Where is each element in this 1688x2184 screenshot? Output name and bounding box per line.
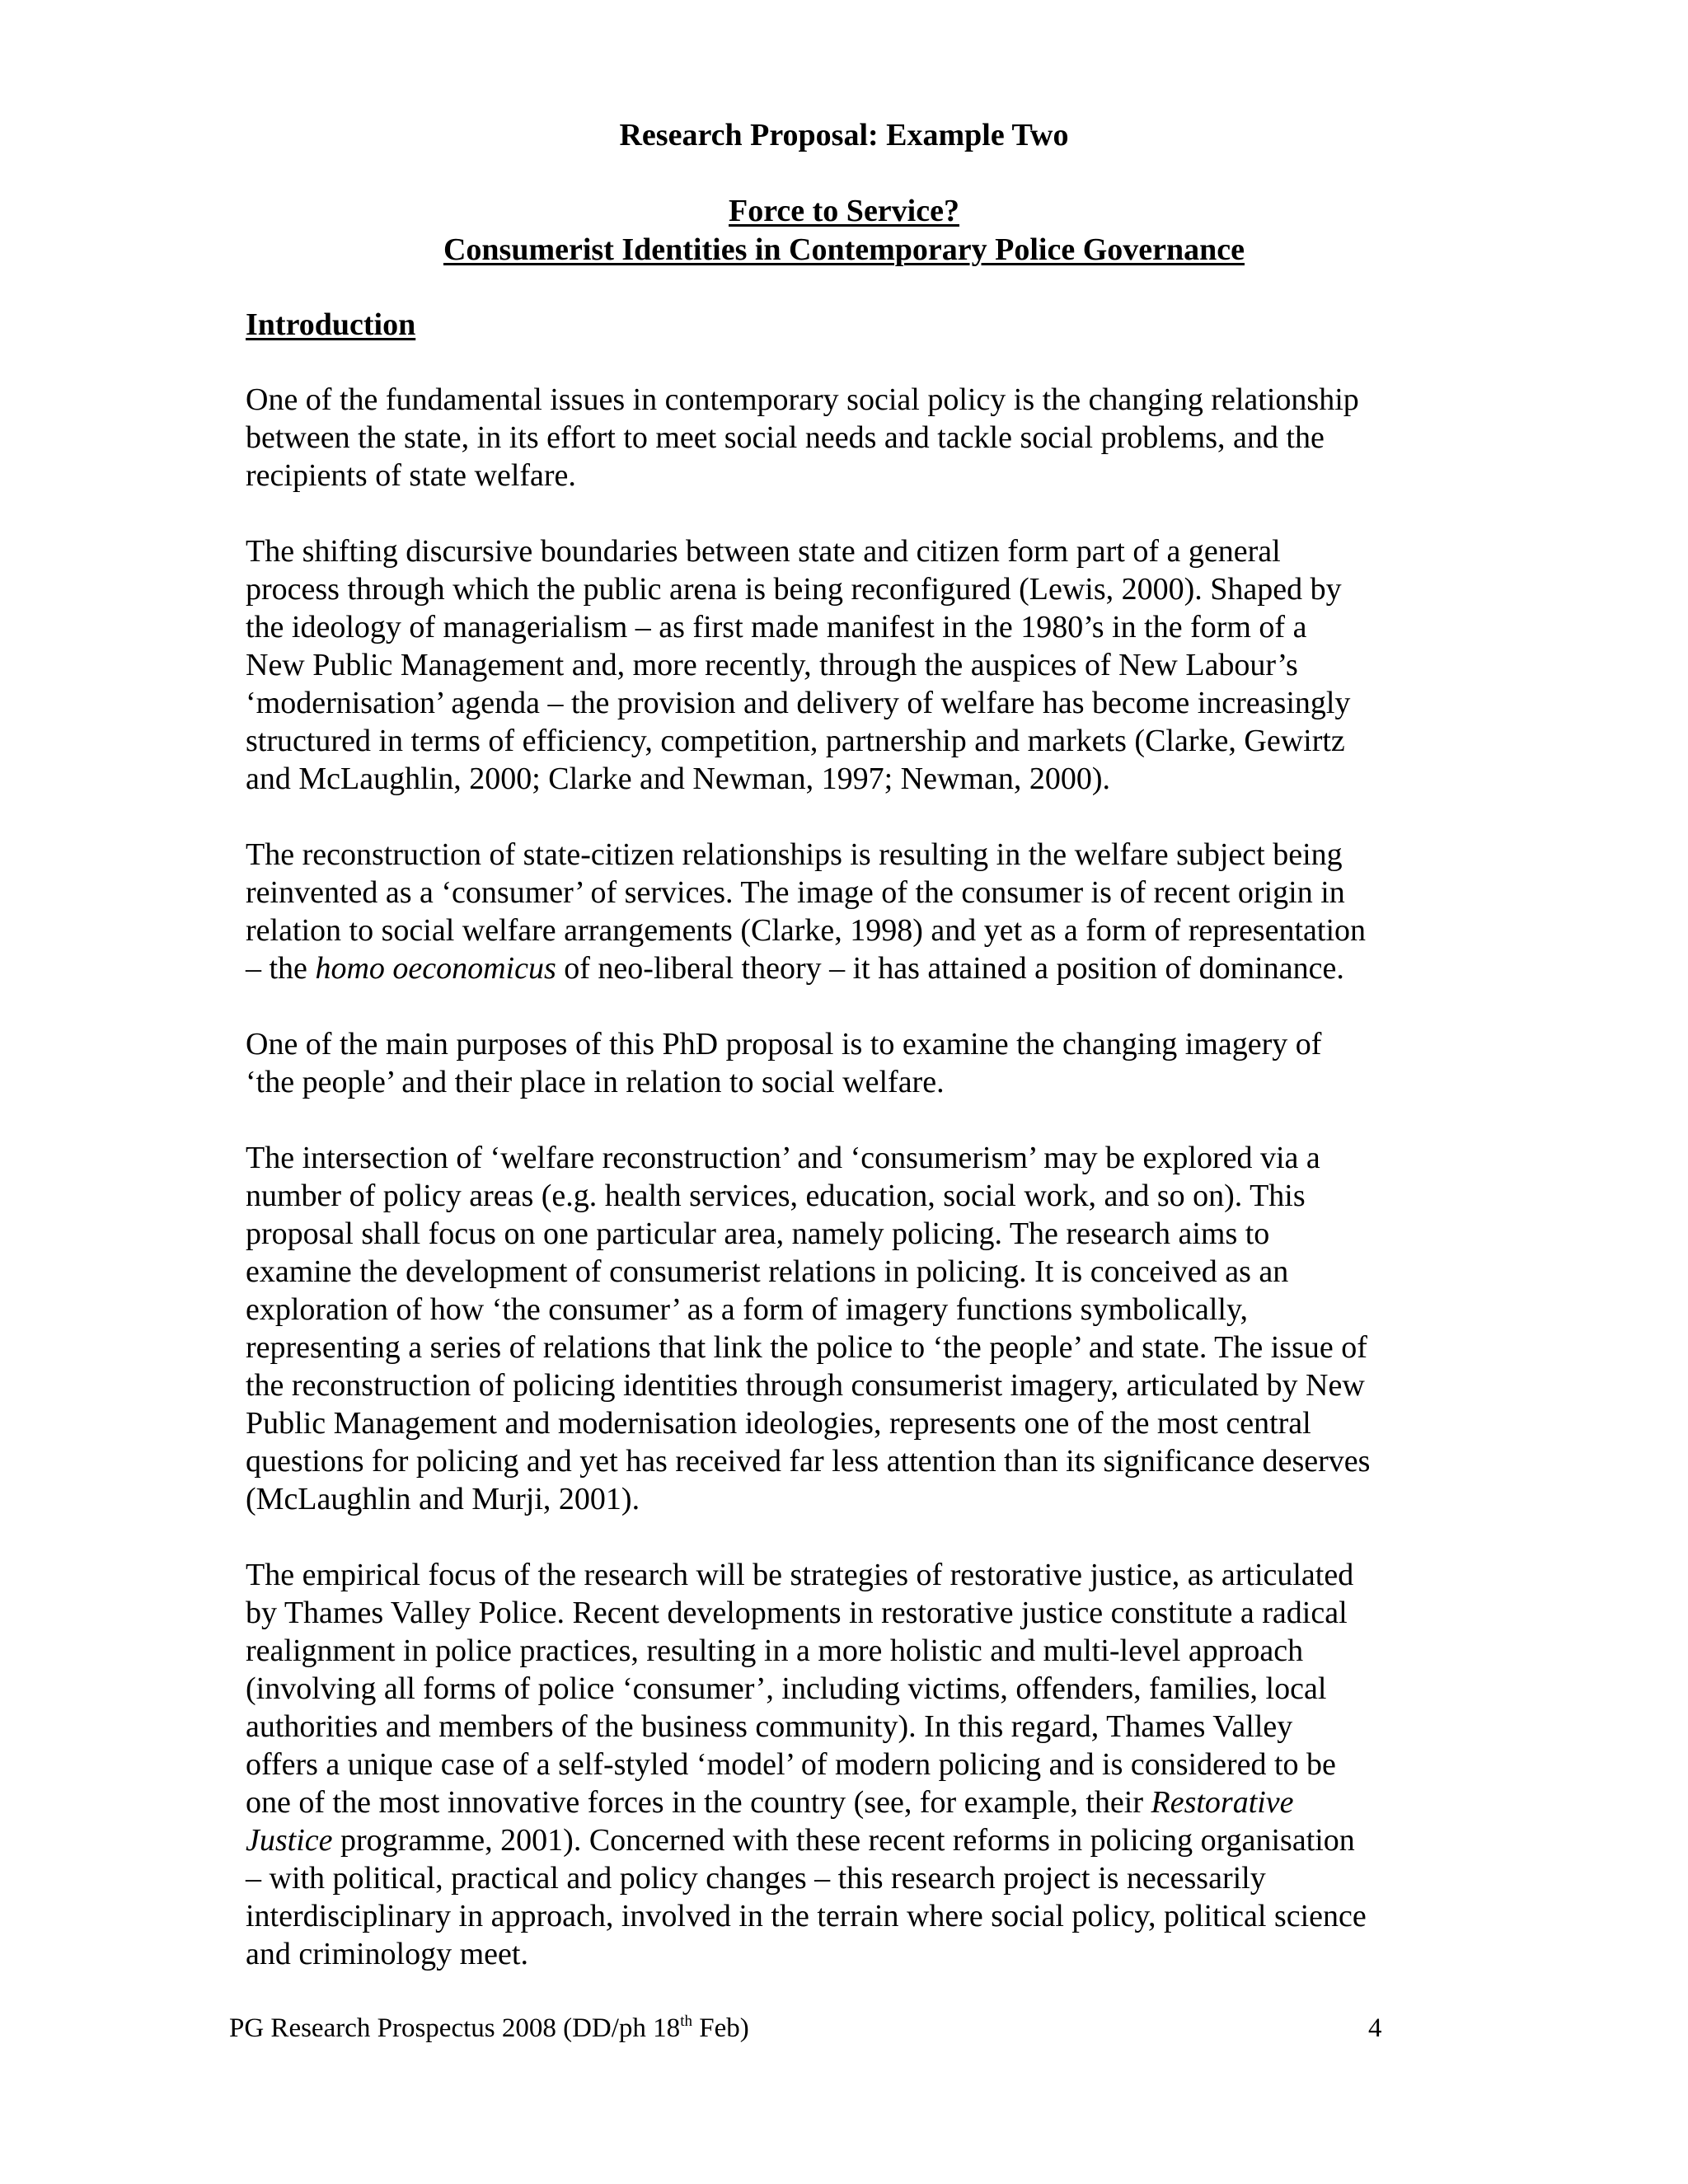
section-heading-introduction: Introduction xyxy=(246,307,416,342)
paragraph-6 xyxy=(246,1556,1449,1973)
body-text xyxy=(246,381,1449,2011)
subtitle-line-2: Consumerist Identities in Contemporary Police Governance xyxy=(443,232,1245,267)
footer-text: Feb) xyxy=(692,2013,749,2043)
text-line: (involving all forms of police ‘consumer’, including victims, offenders, families, local xyxy=(246,1671,1327,1706)
text-line: The shifting discursive boundaries between state and citizen form part of a general xyxy=(246,534,1281,569)
text-fragment: of neo-liberal theory – it has attained a position of dominance. xyxy=(556,951,1344,986)
text-line: representing a series of relations that link the police to ‘the people’ and state. The issue of xyxy=(246,1330,1367,1365)
text-line: reinvented as a ‘consumer’ of services. The image of the consumer is of recent origin in xyxy=(246,875,1345,910)
text-line: by Thames Valley Police. Recent developments in restorative justice constitute a radical xyxy=(246,1596,1348,1630)
subtitle-line-1: Force to Service? xyxy=(729,194,959,228)
text-line: number of policy areas (e.g. health services, education, social work, and so on). This xyxy=(246,1179,1306,1213)
italic-term: homo oeconomicus xyxy=(315,951,556,986)
text-line: examine the development of consumerist relations in policing. It is conceived as an xyxy=(246,1254,1289,1289)
text-line: between the state, in its effort to meet social needs and tackle social problems, and the xyxy=(246,420,1325,455)
text-line: the reconstruction of policing identities through consumerist imagery, articulated by New xyxy=(246,1368,1365,1403)
document-title: Research Proposal: Example Two xyxy=(619,118,1069,152)
text-fragment: programme, 2001). Concerned with these recent reforms in policing organisation xyxy=(332,1823,1355,1858)
text-line: – with political, practical and policy changes – this research project is necessarily xyxy=(246,1861,1266,1896)
text-line: proposal shall focus on one particular area, namely policing. The research aims to xyxy=(246,1216,1270,1251)
footer-source xyxy=(229,2012,749,2045)
paragraph-5 xyxy=(246,1139,1449,1518)
text-line: One of the main purposes of this PhD proposal is to examine the changing imagery of xyxy=(246,1027,1322,1062)
text-line: interdisciplinary in approach, involved in the terrain where social policy, political science xyxy=(246,1899,1367,1933)
text-line: New Public Management and, more recently, through the auspices of New Labour’s xyxy=(246,648,1298,682)
text-line: the ideology of managerialism – as first made manifest in the 1980’s in the form of a xyxy=(246,610,1307,644)
paragraph-2 xyxy=(246,532,1449,798)
text-line: (McLaughlin and Murji, 2001). xyxy=(246,1482,640,1516)
text-line: ‘the people’ and their place in relation to social welfare. xyxy=(246,1065,945,1099)
text-fragment: one of the most innovative forces in the country (see, for example, their xyxy=(246,1785,1151,1820)
page-number: 4 xyxy=(1368,2013,1382,2043)
text-line: process through which the public arena is being reconfigured (Lewis, 2000). Shaped by xyxy=(246,572,1342,607)
text-line: questions for policing and yet has received far less attention than its significance deserves xyxy=(246,1444,1371,1479)
text-line: ‘modernisation’ agenda – the provision and delivery of welfare has become increasingly xyxy=(246,686,1351,720)
footer-superscript: th xyxy=(680,2013,692,2030)
footer-text: PG Research Prospectus 2008 (DD/ph 18 xyxy=(229,2013,681,2043)
text-line: structured in terms of efficiency, competition, partnership and markets (Clarke, Gewirtz xyxy=(246,724,1345,758)
text-fragment: – the xyxy=(246,951,316,986)
text-line: authorities and members of the business community). In this regard, Thames Valley xyxy=(246,1709,1293,1744)
text-line: realignment in police practices, resulting in a more holistic and multi-level approach xyxy=(246,1633,1304,1668)
text-line xyxy=(246,949,1449,987)
text-line: One of the fundamental issues in contemporary social policy is the changing relationship xyxy=(246,382,1359,417)
text-line: and McLaughlin, 2000; Clarke and Newman, 1997; Newman, 2000). xyxy=(246,762,1110,796)
text-line: relation to social welfare arrangements (Clarke, 1998) and yet as a form of representation xyxy=(246,913,1367,948)
text-line: and criminology meet. xyxy=(246,1937,528,1971)
proposal-subtitle xyxy=(0,192,1688,269)
italic-term: Restorative xyxy=(1151,1785,1294,1820)
text-line: The reconstruction of state-citizen relationships is resulting in the welfare subject being xyxy=(246,837,1343,872)
text-line: exploration of how ‘the consumer’ as a form of imagery functions symbolically, xyxy=(246,1292,1249,1327)
text-line: The intersection of ‘welfare reconstruction’ and ‘consumerism’ may be explored via a xyxy=(246,1141,1320,1175)
italic-term: Justice xyxy=(246,1823,333,1858)
text-line: Public Management and modernisation ideologies, represents one of the most central xyxy=(246,1406,1311,1441)
paragraph-4 xyxy=(246,1025,1449,1101)
paragraph-1 xyxy=(246,381,1449,494)
text-line: recipients of state welfare. xyxy=(246,458,576,493)
text-line: The empirical focus of the research will be strategies of restorative justice, as articulated xyxy=(246,1558,1354,1592)
text-line xyxy=(246,1821,1449,1859)
text-line xyxy=(246,1783,1449,1821)
text-line: offers a unique case of a self-styled ‘model’ of modern policing and is considered to be xyxy=(246,1747,1336,1782)
paragraph-3 xyxy=(246,836,1449,987)
